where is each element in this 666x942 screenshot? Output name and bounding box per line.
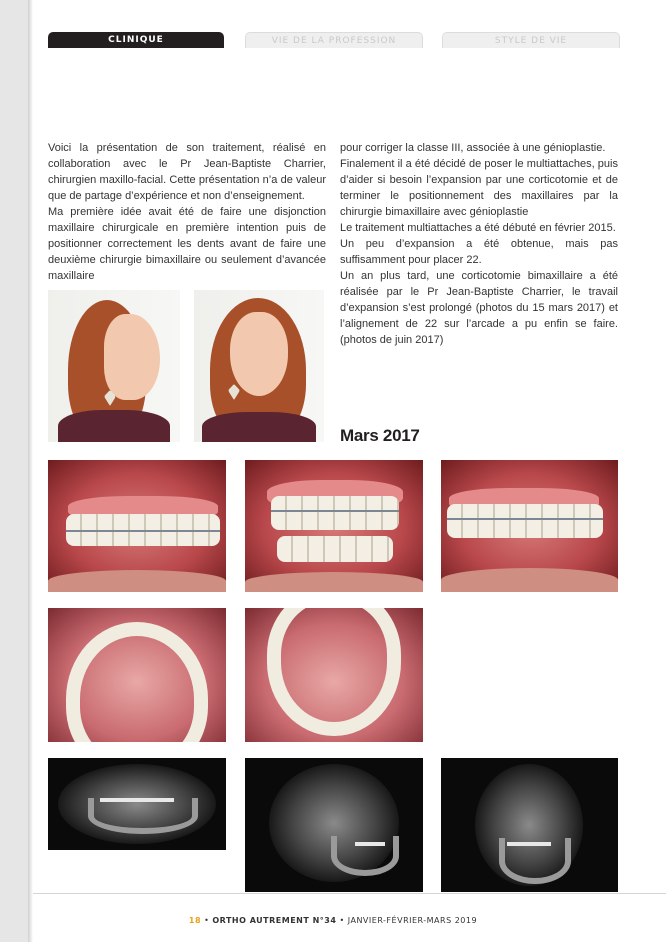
- page-shadow: [28, 0, 33, 942]
- issue-year: 2019: [454, 916, 478, 925]
- article-column-right: [340, 140, 618, 348]
- paragraph: Un peu d’expansion a été obtenue, mais pas suffisamment pour placer 22.: [340, 238, 618, 266]
- paragraph: Ma première idée avait été de faire une disjonction maxillaire chirurgicale en première intention puis de positionner correctement les dents avant de faire une deuxième chirurgie bimaxillaire ou seulement d’avancée maxillaire: [48, 206, 326, 282]
- footer-divider: [33, 893, 666, 894]
- frontal-cephalometric-xray: [441, 758, 618, 892]
- portrait-front-photo: [194, 290, 324, 442]
- footer-separator: •: [339, 916, 348, 925]
- section-tabs: [48, 32, 618, 48]
- portrait-profile-photo: [48, 290, 180, 442]
- occlusal-lower-photo: [245, 608, 423, 742]
- paragraph: Finalement il a été décidé de poser le multiattaches, puis d’aider si besoin l’expansion par une corticotomie et de terminer le positionnement des maxillaires par la chirurgie bimaxillaire avec génioplastie: [340, 158, 618, 218]
- tab-style-de-vie[interactable]: STYLE DE VIE: [442, 32, 620, 48]
- paragraph: pour corriger la classe III, associée à une génioplastie.: [340, 142, 606, 154]
- article-column-left: [48, 140, 326, 284]
- paragraph: Un an plus tard, une corticotomie bimaxillaire a été réalisée par le Pr Jean-Baptiste Charrier, le travail d’expansion s’est prolongé (photos du 15 mars 2017) et l’alignement de 22 sur l’arcade a pu enfin se faire. (photos de juin 2017): [340, 270, 618, 346]
- paragraph: Voici la présentation de son traitement, réalisé en collaboration avec le Pr Jean-Baptiste Charrier, chirurgien maxillo-facial. Cette présentation n’a de valeur que de partage d’expérience et non d’enseignement.: [48, 142, 326, 202]
- page-footer: [0, 916, 666, 925]
- footer-separator: •: [204, 916, 213, 925]
- intraoral-front-photo: [245, 460, 423, 592]
- intraoral-right-photo: [48, 460, 226, 592]
- lateral-cephalometric-xray: [245, 758, 423, 892]
- intraoral-left-photo: [441, 460, 618, 592]
- panoramic-xray: [48, 758, 226, 850]
- page-number: 18: [188, 916, 202, 925]
- occlusal-upper-photo: [48, 608, 226, 742]
- issue-months: JANVIER-FÉVRIER-MARS: [347, 916, 452, 925]
- magazine-name: ORTHO AUTREMENT N°34: [212, 916, 337, 925]
- section-title: Mars 2017: [340, 426, 420, 445]
- page-gutter: [0, 0, 28, 942]
- paragraph: Le traitement multiattaches a été débuté en février 2015.: [340, 222, 616, 234]
- tab-clinique[interactable]: CLINIQUE: [48, 32, 224, 48]
- tab-vie-de-la-profession[interactable]: VIE DE LA PROFESSION: [245, 32, 423, 48]
